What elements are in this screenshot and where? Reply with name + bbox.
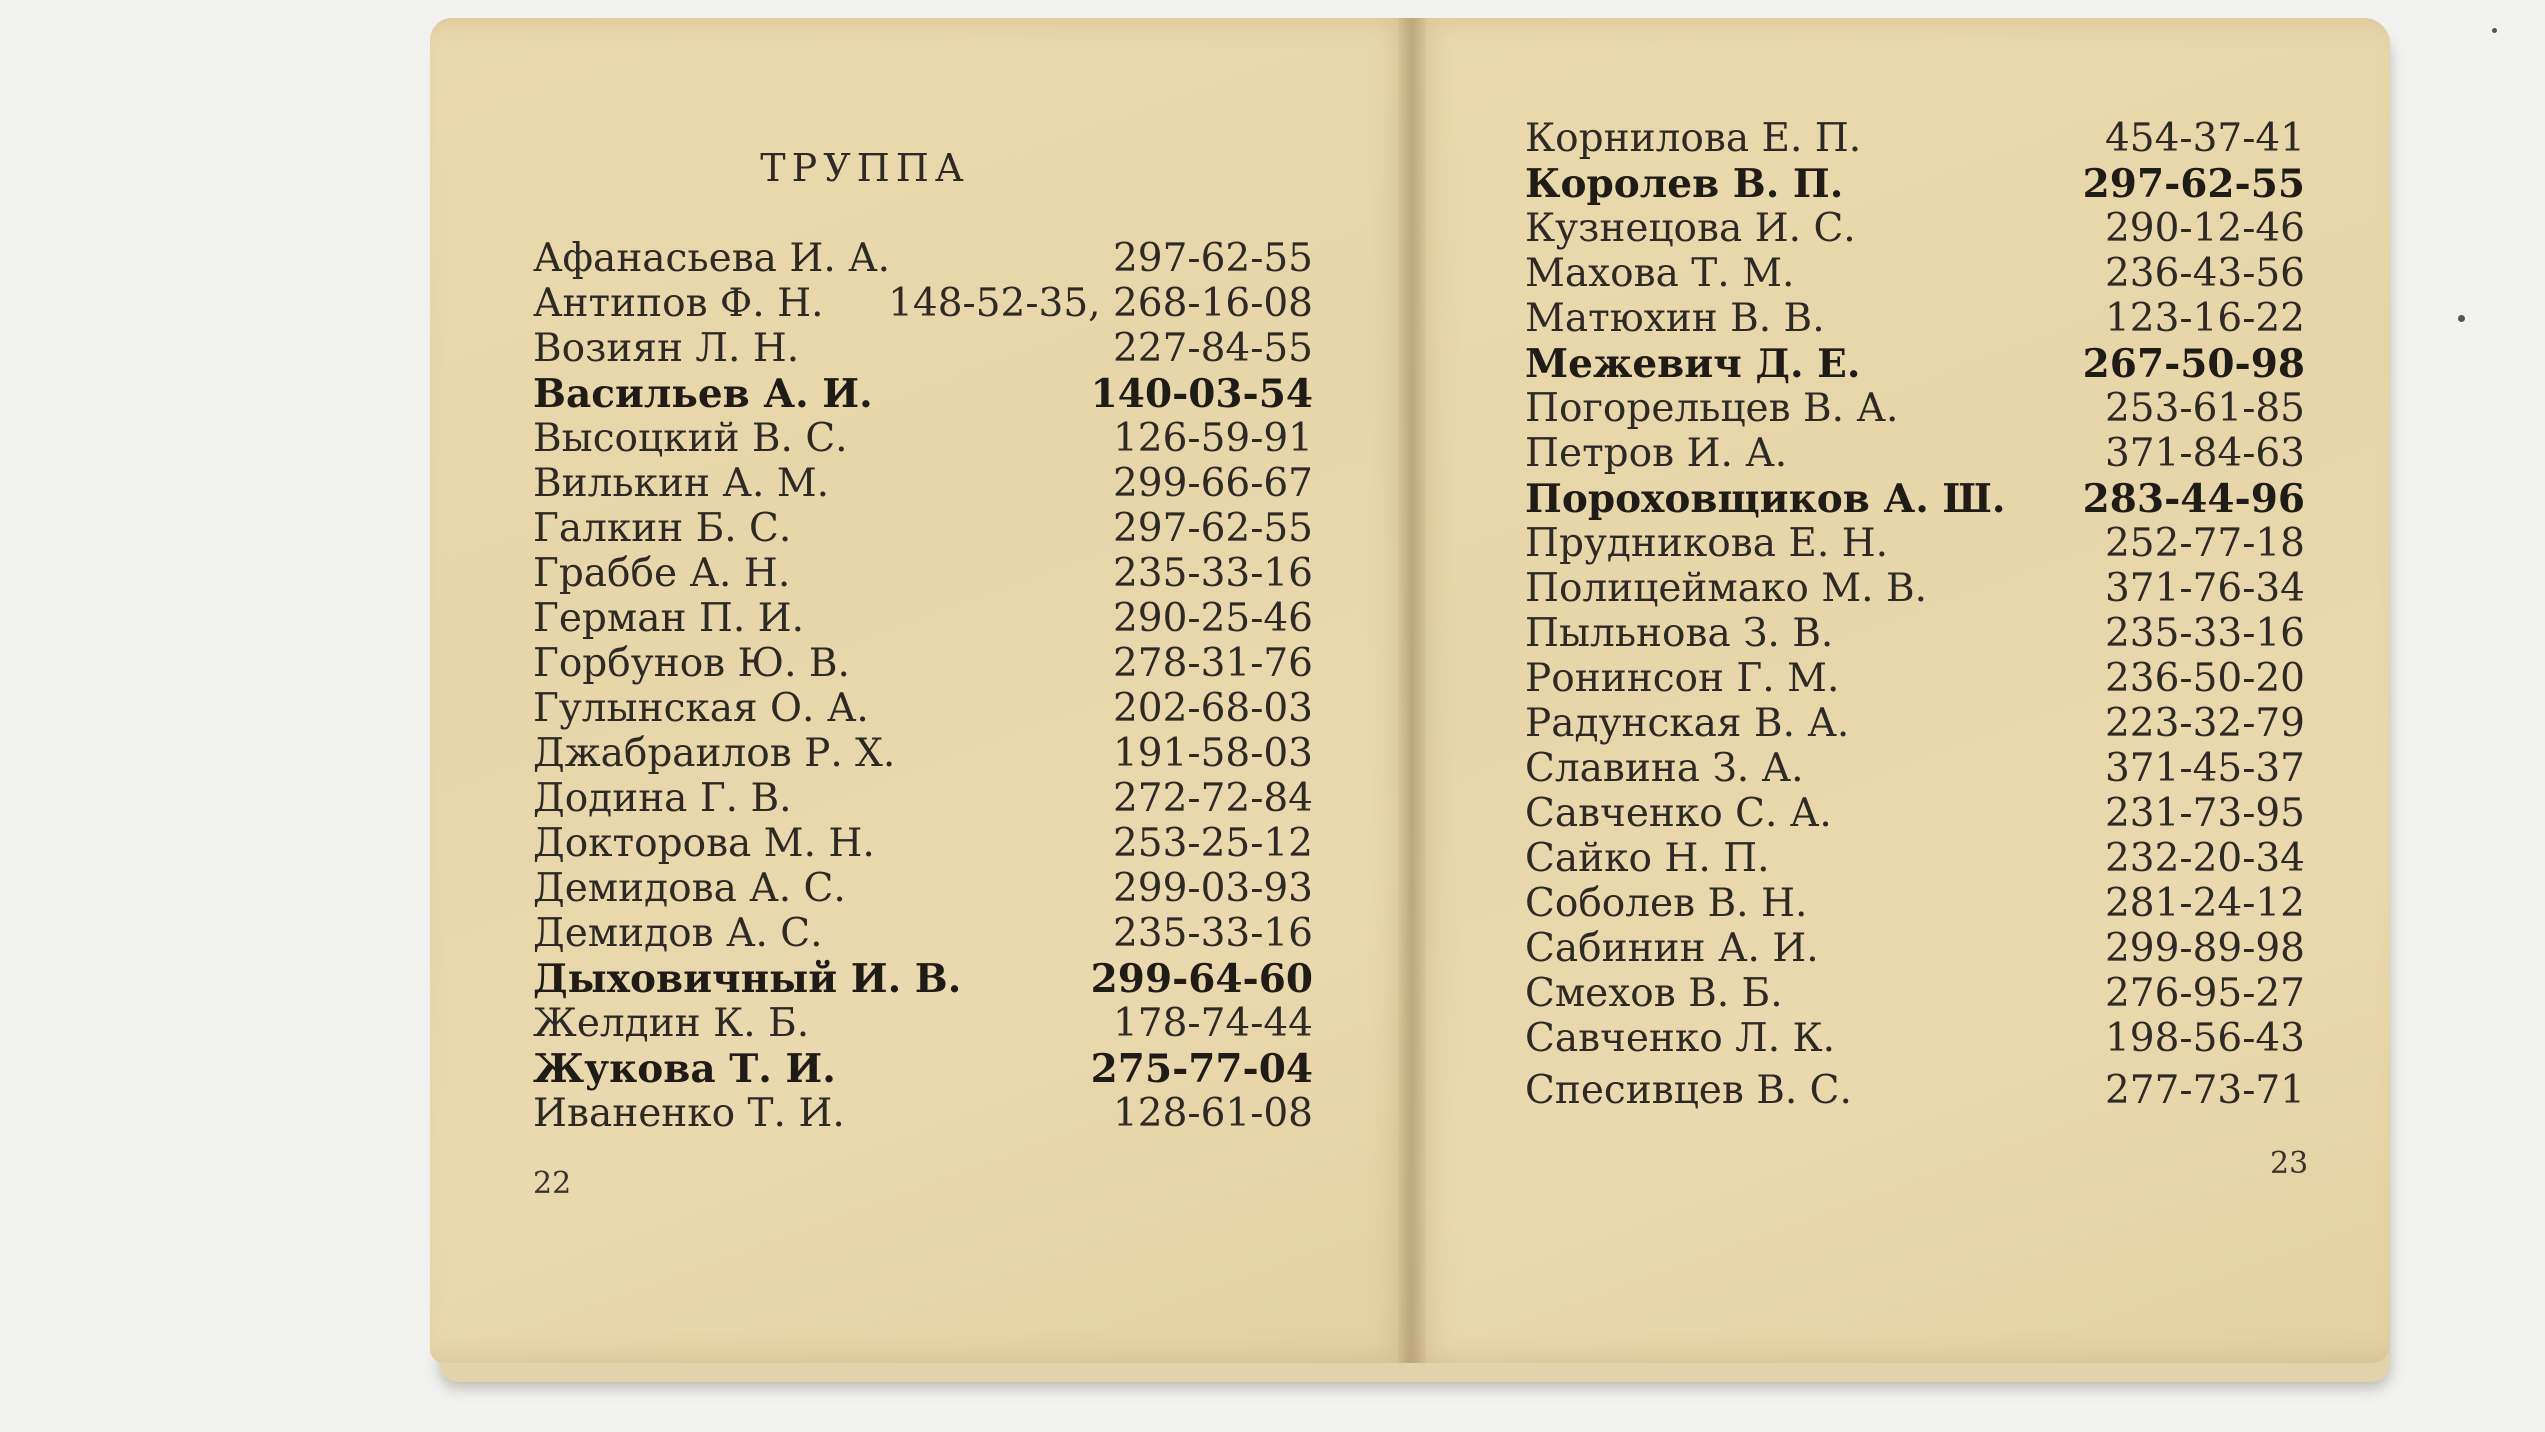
entry-name: Погорельцев В. А. xyxy=(1525,386,1899,431)
entry-name: Дыховичный И. В. xyxy=(533,956,962,1002)
entry-phone: 148-52-35, 268-16-08 xyxy=(888,281,1313,326)
entry-phone: 299-64-60 xyxy=(1090,956,1313,1002)
list-item xyxy=(533,506,1313,550)
entry-name: Возиян Л. Н. xyxy=(533,326,800,371)
entry-phone: 223-32-79 xyxy=(2104,701,2305,746)
entry-phone: 371-45-37 xyxy=(2104,746,2305,791)
entry-name: Додина Г. В. xyxy=(533,776,792,821)
list-item xyxy=(1525,971,2305,1015)
entry-phone: 140-03-54 xyxy=(1090,371,1313,417)
list-item xyxy=(533,956,1313,1000)
entry-name: Васильев А. И. xyxy=(533,371,873,417)
entry-name: Джабраилов Р. Х. xyxy=(533,731,896,776)
list-item xyxy=(1525,611,2305,655)
entry-phone: 126-59-91 xyxy=(1112,416,1313,461)
entry-name: Жукова Т. И. xyxy=(533,1046,836,1092)
entry-name: Матюхин В. В. xyxy=(1525,296,1825,341)
list-item xyxy=(533,236,1313,280)
page-number: 22 xyxy=(533,1166,572,1201)
entry-phone: 278-31-76 xyxy=(1112,641,1313,686)
list-item xyxy=(533,641,1313,685)
list-item xyxy=(533,776,1313,820)
list-item xyxy=(1525,521,2305,565)
entry-phone: 297-62-55 xyxy=(1112,506,1313,551)
list-item xyxy=(533,371,1313,415)
entry-phone: 191-58-03 xyxy=(1112,731,1313,776)
entry-phone: 281-24-12 xyxy=(2104,881,2305,926)
entry-name: Галкин Б. С. xyxy=(533,506,792,551)
entry-name: Корнилова Е. П. xyxy=(1525,116,1862,161)
entry-name: Пороховщиков А. Ш. xyxy=(1525,476,2006,522)
booklet xyxy=(430,18,2390,1378)
entry-phone: 232-20-34 xyxy=(2104,836,2305,881)
entry-phone: 252-77-18 xyxy=(2104,521,2305,566)
entry-phone: 454-37-41 xyxy=(2104,116,2305,161)
entry-phone: 253-25-12 xyxy=(1112,821,1313,866)
entry-phone: 299-66-67 xyxy=(1112,461,1313,506)
entry-phone: 277-73-71 xyxy=(2104,1068,2305,1113)
entry-name: Вилькин А. М. xyxy=(533,461,830,506)
entry-name: Савченко Л. К. xyxy=(1525,1016,1836,1061)
entry-name: Спесивцев В. С. xyxy=(1525,1068,1852,1113)
list-item xyxy=(533,731,1313,775)
list-item xyxy=(1525,386,2305,430)
entry-name: Кузнецова И. С. xyxy=(1525,206,1856,251)
list-item xyxy=(533,596,1313,640)
entry-phone: 371-84-63 xyxy=(2104,431,2305,476)
list-item xyxy=(533,281,1313,325)
list-item xyxy=(1525,566,2305,610)
entry-phone: 299-03-93 xyxy=(1112,866,1313,911)
entry-phone: 202-68-03 xyxy=(1112,686,1313,731)
entry-phone: 235-33-16 xyxy=(1112,911,1313,956)
entry-phone: 235-33-16 xyxy=(1112,551,1313,596)
list-item xyxy=(1525,161,2305,205)
entry-phone: 297-62-55 xyxy=(2082,161,2305,207)
entry-name: Пыльнова З. В. xyxy=(1525,611,1834,656)
list-item xyxy=(1525,836,2305,880)
entry-name: Антипов Ф. Н. xyxy=(533,281,824,326)
list-item xyxy=(533,866,1313,910)
list-item xyxy=(1525,1016,2305,1060)
entry-phone: 290-25-46 xyxy=(1112,596,1313,641)
entry-name: Славина З. А. xyxy=(1525,746,1804,791)
entry-phone: 178-74-44 xyxy=(1112,1001,1313,1046)
entry-name: Петров И. А. xyxy=(1525,431,1788,476)
left-page xyxy=(430,18,1415,1363)
list-item xyxy=(1525,251,2305,295)
entry-name: Афанасьева И. А. xyxy=(533,236,891,281)
entry-phone: 299-89-98 xyxy=(2104,926,2305,971)
entry-phone: 236-43-56 xyxy=(2104,251,2305,296)
list-item xyxy=(533,686,1313,730)
list-item xyxy=(1525,476,2305,520)
entry-phone: 123-16-22 xyxy=(2104,296,2305,341)
entry-name: Высоцкий В. С. xyxy=(533,416,848,461)
entry-phone: 236-50-20 xyxy=(2104,656,2305,701)
list-item xyxy=(1525,1068,2305,1112)
entry-name: Ронинсон Г. М. xyxy=(1525,656,1840,701)
entry-name: Соболев В. Н. xyxy=(1525,881,1808,926)
entry-phone: 276-95-27 xyxy=(2104,971,2305,1016)
entry-phone: 128-61-08 xyxy=(1112,1091,1313,1136)
entry-name: Смехов В. Б. xyxy=(1525,971,1783,1016)
book-gutter xyxy=(1398,18,1426,1363)
list-item xyxy=(1525,656,2305,700)
entry-name: Савченко С. А. xyxy=(1525,791,1832,836)
entry-name: Сайко Н. П. xyxy=(1525,836,1770,881)
list-item xyxy=(533,551,1313,595)
list-item xyxy=(533,821,1313,865)
list-item xyxy=(533,416,1313,460)
entry-name: Межевич Д. Е. xyxy=(1525,341,1861,387)
entry-name: Граббе А. Н. xyxy=(533,551,791,596)
list-item xyxy=(533,911,1313,955)
section-title: ТРУППА xyxy=(760,146,970,190)
entry-name: Докторова М. Н. xyxy=(533,821,875,866)
list-item xyxy=(1525,746,2305,790)
entry-name: Желдин К. Б. xyxy=(533,1001,810,1046)
right-page xyxy=(1410,18,2390,1363)
entry-phone: 235-33-16 xyxy=(2104,611,2305,656)
list-item xyxy=(533,1046,1313,1090)
list-item xyxy=(533,1001,1313,1045)
entry-phone: 231-73-95 xyxy=(2104,791,2305,836)
entry-phone: 275-77-04 xyxy=(1090,1046,1313,1092)
entry-name: Махова Т. М. xyxy=(1525,251,1795,296)
list-item xyxy=(1525,206,2305,250)
entry-name: Радунская В. А. xyxy=(1525,701,1850,746)
entry-name: Полицеймако М. В. xyxy=(1525,566,1928,611)
entry-name: Королев В. П. xyxy=(1525,161,1844,207)
entry-phone: 297-62-55 xyxy=(1112,236,1313,281)
entry-name: Иваненко Т. И. xyxy=(533,1091,845,1136)
entry-phone: 290-12-46 xyxy=(2104,206,2305,251)
paper-speck xyxy=(2458,315,2465,322)
paper-speck xyxy=(2492,28,2497,33)
list-item xyxy=(1525,881,2305,925)
entry-phone: 272-72-84 xyxy=(1112,776,1313,821)
page-number: 23 xyxy=(2270,1146,2309,1181)
entry-phone: 227-84-55 xyxy=(1112,326,1313,371)
entry-name: Гулынская О. А. xyxy=(533,686,869,731)
list-item xyxy=(1525,116,2305,160)
list-item xyxy=(1525,296,2305,340)
entry-phone: 371-76-34 xyxy=(2104,566,2305,611)
list-item xyxy=(533,1091,1313,1135)
entry-name: Герман П. И. xyxy=(533,596,805,641)
list-item xyxy=(533,461,1313,505)
entry-name: Демидова А. С. xyxy=(533,866,846,911)
entry-phone: 253-61-85 xyxy=(2104,386,2305,431)
list-item xyxy=(1525,926,2305,970)
entry-phone: 267-50-98 xyxy=(2082,341,2305,387)
list-item xyxy=(533,326,1313,370)
entry-name: Прудникова Е. Н. xyxy=(1525,521,1889,566)
list-item xyxy=(1525,791,2305,835)
entry-name: Горбунов Ю. В. xyxy=(533,641,850,686)
list-item xyxy=(1525,701,2305,745)
entry-name: Демидов А. С. xyxy=(533,911,823,956)
entry-name: Сабинин А. И. xyxy=(1525,926,1819,971)
list-item xyxy=(1525,341,2305,385)
entry-phone: 283-44-96 xyxy=(2082,476,2305,522)
list-item xyxy=(1525,431,2305,475)
entry-phone: 198-56-43 xyxy=(2104,1016,2305,1061)
